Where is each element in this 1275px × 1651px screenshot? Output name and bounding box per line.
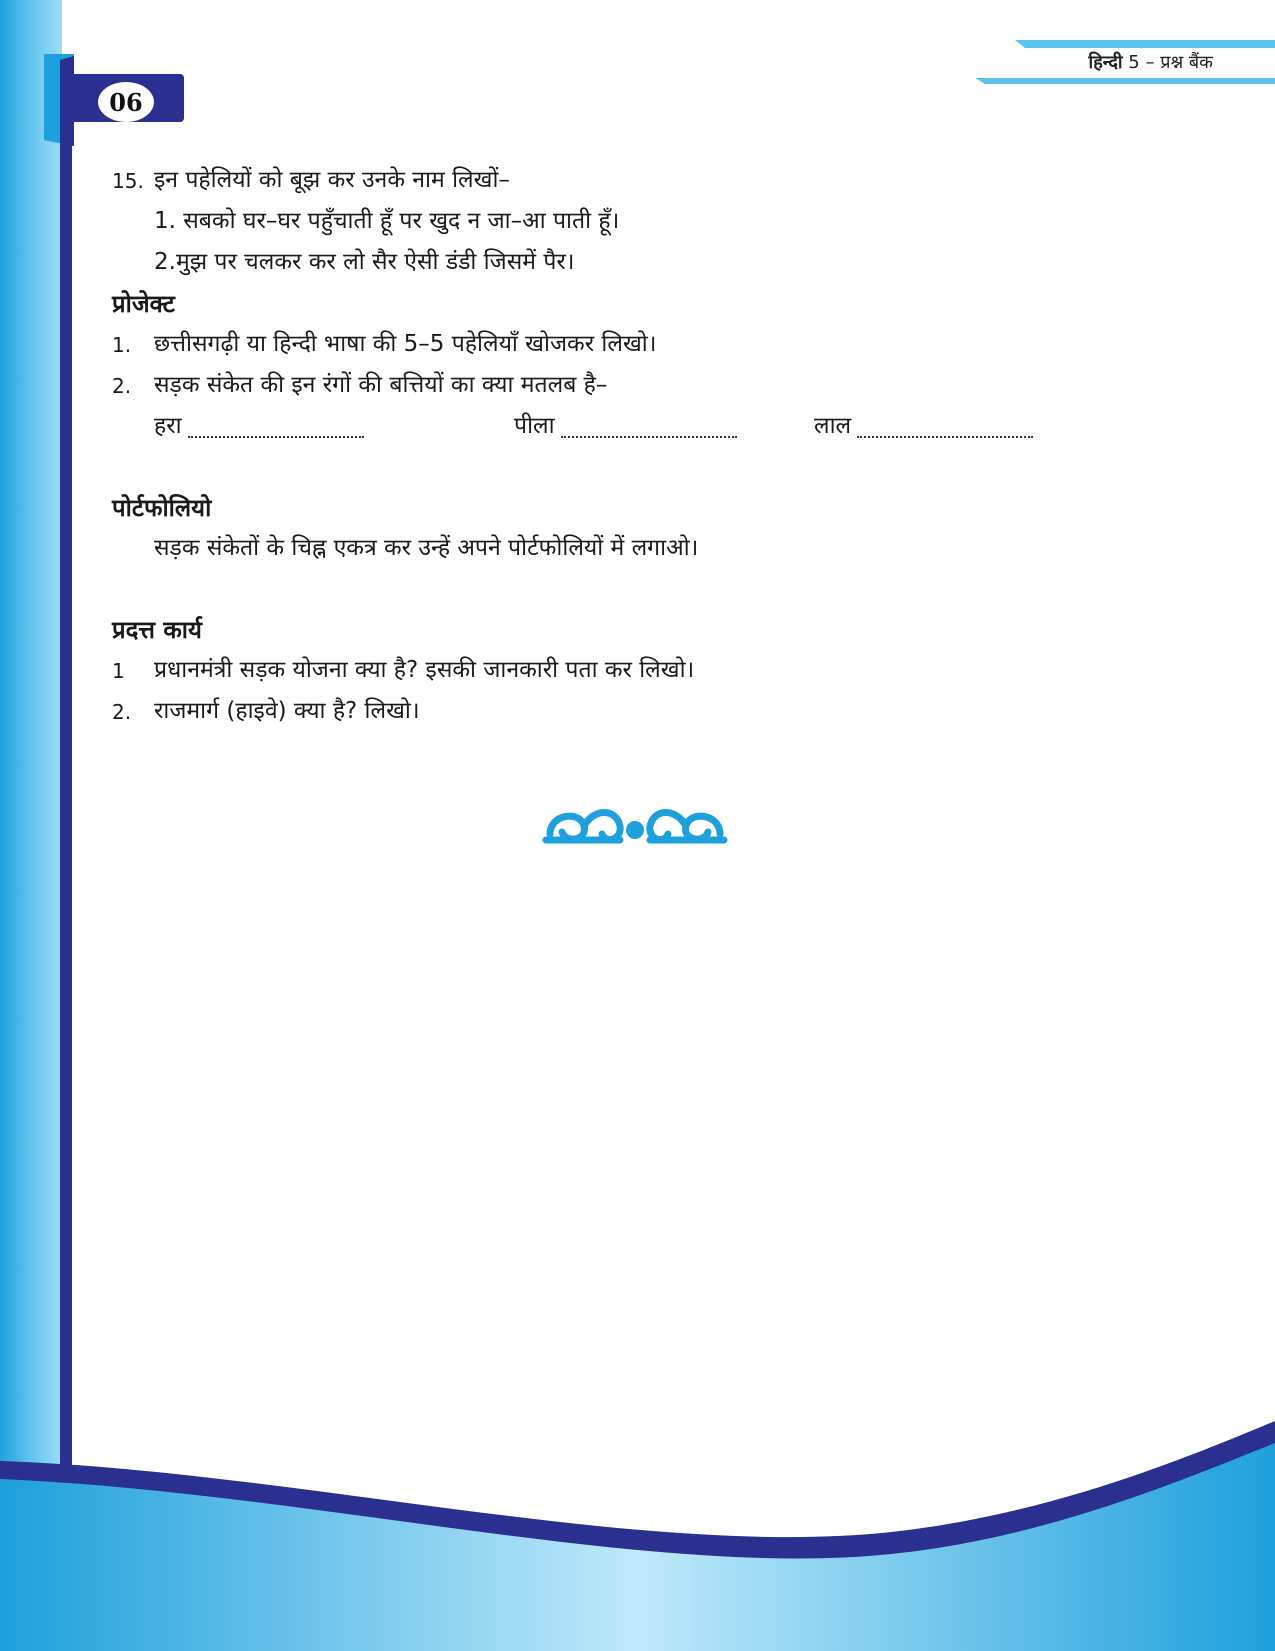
- project-item-2: [112, 365, 1112, 406]
- color-answer-row: [112, 406, 1112, 447]
- assignment-item-1: [112, 650, 1112, 691]
- running-head: [1089, 50, 1213, 74]
- portfolio-text: सड़क संकेतों के चिह्न एकत्र कर उन्हें अपने पोर्टफोलियों में लगाओ।: [154, 535, 699, 561]
- question-number: 15.: [112, 168, 144, 193]
- color-label-red: लाल: [814, 413, 852, 439]
- item-number: 2.: [112, 373, 132, 398]
- item-number: 1.: [112, 332, 132, 357]
- running-head-subject: हिन्दी: [1088, 52, 1123, 73]
- project-item-1: [112, 324, 1112, 365]
- question-15: [112, 160, 1112, 201]
- ornament-divider-icon: [540, 800, 730, 850]
- red-answer: [814, 415, 1033, 438]
- left-decorative-band: [0, 0, 62, 1651]
- item-text: राजमार्ग (हाइवे) क्या है? लिखो।: [154, 698, 420, 724]
- item-number: 1: [112, 658, 125, 683]
- project-heading: प्रोजेक्ट: [112, 289, 175, 318]
- running-head-grade: 5: [1128, 52, 1140, 73]
- left-margin-rule: [60, 140, 72, 1580]
- page-number: 06: [98, 82, 154, 122]
- item-text: छत्तीसगढ़ी या हिन्दी भाषा की 5–5 पहेलियाँ खोजकर लिखो।: [154, 331, 657, 357]
- page-content: [112, 160, 1112, 732]
- bottom-wave-decoration: [0, 1421, 1275, 1651]
- running-head-separator: –: [1145, 52, 1155, 73]
- page-number-tab: [0, 0, 200, 160]
- riddle-1: 1. सबको घर–घर पहुँचाती हूँ पर खुद न जा–आ पाती हूँ।: [154, 208, 620, 234]
- item-text: प्रधानमंत्री सड़क योजना क्या है? इसकी जानकारी पता कर लिखो।: [154, 657, 695, 683]
- answer-blank[interactable]: [857, 422, 1033, 438]
- green-answer: [154, 415, 514, 438]
- yellow-answer: [514, 415, 814, 438]
- portfolio-heading: पोर्टफोलियो: [112, 493, 212, 522]
- item-text: सड़क संकेत की इन रंगों की बत्तियों का क्या मतलब है–: [154, 372, 608, 398]
- color-label-green: हरा: [154, 413, 182, 439]
- running-head-book: प्रश्न बैंक: [1160, 52, 1213, 73]
- item-number: 2.: [112, 699, 132, 724]
- answer-blank[interactable]: [561, 422, 737, 438]
- answer-blank[interactable]: [188, 422, 364, 438]
- riddle-2: 2.मुझ पर चलकर कर लो सैर ऐसी डंडी जिसमें पैर।: [154, 249, 575, 275]
- assignment-item-2: [112, 691, 1112, 732]
- color-label-yellow: पीला: [514, 413, 555, 439]
- assignment-heading: प्रदत्त कार्य: [112, 615, 202, 644]
- question-text: इन पहेलियों को बूझ कर उनके नाम लिखों–: [154, 167, 510, 193]
